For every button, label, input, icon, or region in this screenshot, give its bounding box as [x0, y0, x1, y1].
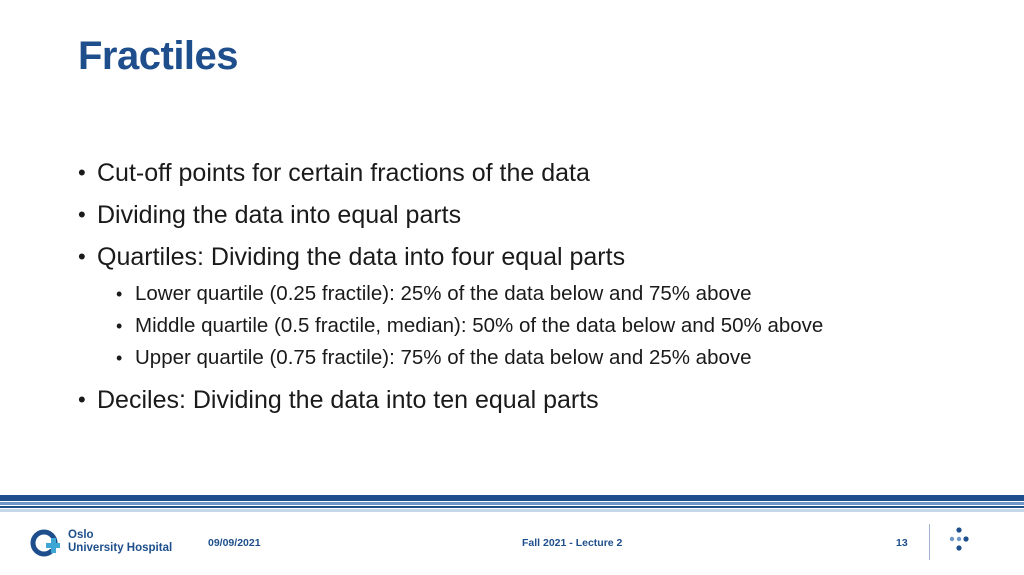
sub-bullet-item: • Lower quartile (0.25 fractile): 25% of the data below and 75% above [116, 278, 998, 310]
footer-band-thin [0, 506, 1024, 508]
footer-band-light [0, 509, 1024, 512]
bullet-item: • Dividing the data into equal parts [78, 194, 998, 236]
footer-divider [929, 524, 930, 560]
footer-band-mid [0, 502, 1024, 505]
dot-cross-icon [944, 526, 974, 556]
sub-bullet-item: • Middle quartile (0.5 fractile, median): 50% of the data below and 50% above [116, 310, 998, 342]
page-number: 13 [896, 537, 908, 549]
footer-date: 09/09/2021 [208, 537, 261, 549]
bullet-item: • Deciles: Dividing the data into ten equal parts [78, 379, 998, 421]
oslo-university-hospital-logo-icon [30, 528, 62, 560]
bullet-item: • Quartiles: Dividing the data into four equal parts [78, 236, 998, 278]
bullet-item: • Cut-off points for certain fractions of the data [78, 152, 998, 194]
hospital-logo [30, 528, 180, 560]
bullet-list [78, 152, 998, 421]
logo-line-2: University Hospital [68, 542, 173, 554]
footer-band-dark [0, 495, 1024, 501]
sub-bullet-item: • Upper quartile (0.75 fractile): 75% of the data below and 25% above [116, 342, 998, 374]
slide-title: Fractiles [78, 34, 239, 78]
footer-lecture: Fall 2021 - Lecture 2 [522, 537, 623, 549]
logo-line-1: Oslo [68, 529, 94, 541]
